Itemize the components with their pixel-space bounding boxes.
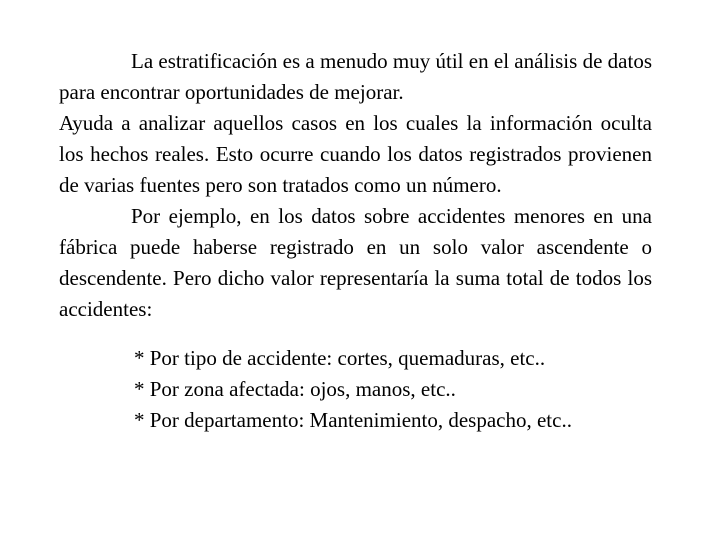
paragraph-analysis: Ayuda a analizar aquellos casos en los cuales la información oculta los hechos reales. Esto ocurre cuando los datos registrados provienen de varias fuentes pero son tratados como un número. [59, 111, 652, 197]
paragraph-intro: La estratificación es a menudo muy útil en el análisis de datos para encontrar oportunidades de mejorar. [59, 49, 652, 104]
bullet-item-department: * Por departamento: Mantenimiento, despacho, etc.. [134, 408, 572, 432]
bullet-list [59, 343, 652, 436]
body-text [59, 46, 652, 436]
paragraph-example: Por ejemplo, en los datos sobre accidentes menores en una fábrica puede haberse registrado en un solo valor ascendente o descendente. Pero dicho valor representaría la suma total de todos los accidentes: [59, 204, 652, 321]
bullet-item-affected-zone: * Por zona afectada: ojos, manos, etc.. [134, 377, 456, 401]
bullet-item-accident-type: * Por tipo de accidente: cortes, quemaduras, etc.. [134, 346, 546, 370]
